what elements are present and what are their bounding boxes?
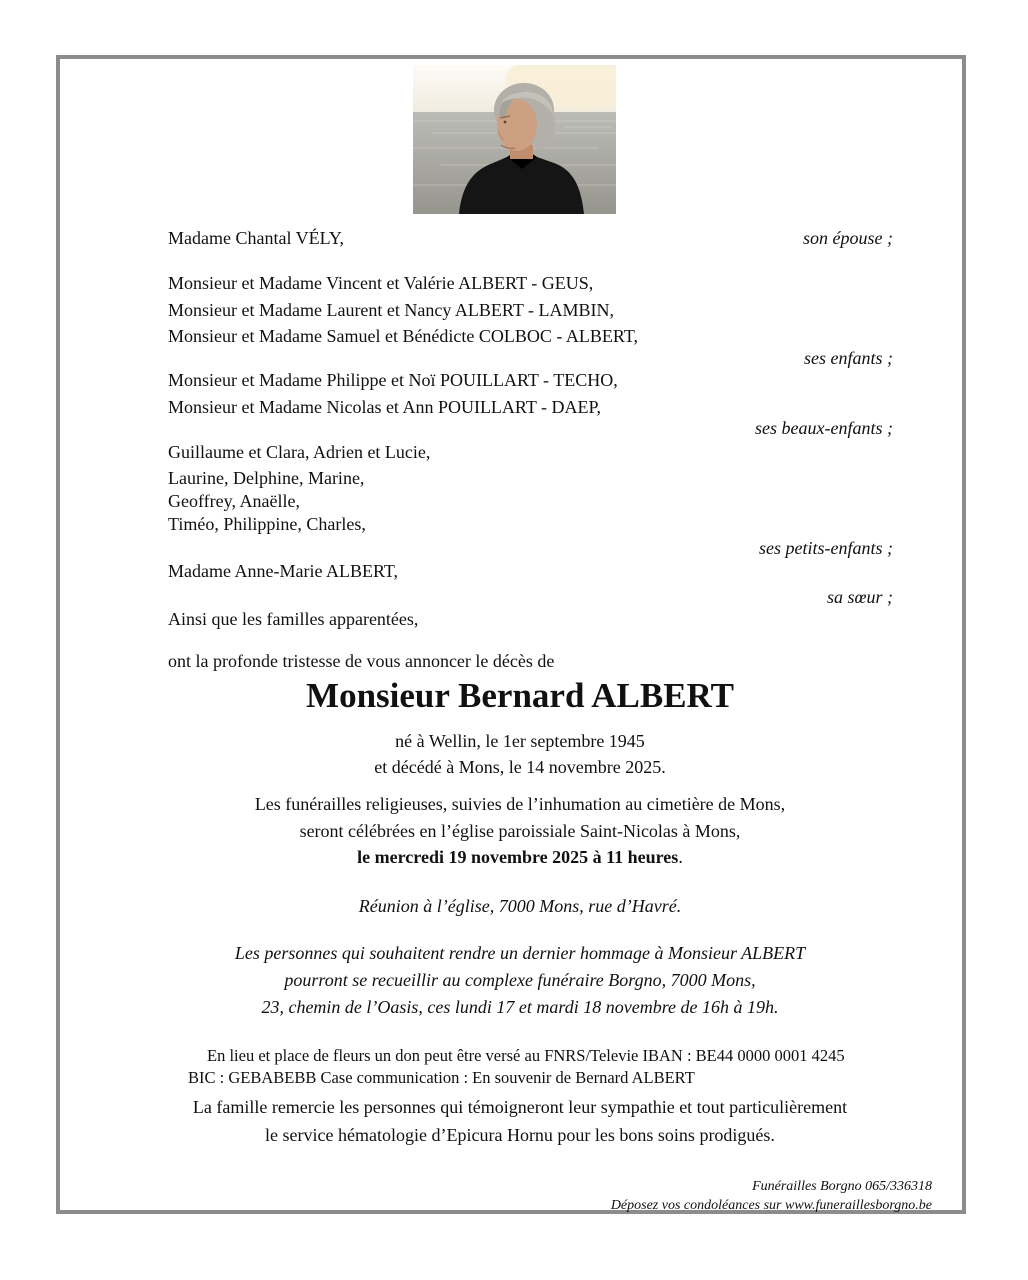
children-label: ses enfants ; (804, 348, 893, 368)
portrait-photo (413, 65, 616, 214)
stepchild-name-2: Monsieur et Madame Nicolas et Ann POUILLART - DAEP, (168, 397, 602, 417)
death-line: et décédé à Mons, le 14 novembre 2025. (374, 757, 666, 777)
ceremony-line-2: seront célébrées en l’église paroissiale Saint-Nicolas à Mons, (299, 821, 741, 841)
donation-line-2: BIC : GEBABEBB Case communication : En souvenir de Bernard ALBERT (188, 1068, 695, 1087)
sister-label: sa sœur ; (826, 587, 893, 607)
stepchildren-label: ses beaux-enfants ; (755, 418, 893, 438)
ceremony-datetime-bold: le mercredi 19 novembre 2025 à 11 heures (357, 847, 679, 867)
condolences-website: Déposez vos condoléances sur www.funeraillesborgno.be (610, 1198, 932, 1213)
grandchildren-line-1: Guillaume et Clara, Adrien et Lucie, (168, 442, 431, 462)
birth-line: né à Wellin, le 1er septembre 1945 (395, 731, 645, 751)
meeting-line: Réunion à l’église, 7000 Mons, rue d’Havré. (358, 896, 682, 916)
grandchildren-line-4: Timéo, Philippine, Charles, (168, 514, 366, 534)
homage-line-3: 23, chemin de l’Oasis, ces lundi 17 et mardi 18 novembre de 16h à 19h. (261, 997, 779, 1017)
ceremony-datetime (12, 846, 1028, 868)
child-name-1: Monsieur et Madame Vincent et Valérie ALBERT - GEUS, (168, 273, 594, 293)
ceremony-datetime-period: . (678, 847, 683, 867)
funeral-home-contact: Funérailles Borgno 065/336318 (752, 1179, 932, 1194)
grandchildren-line-2: Laurine, Delphine, Marine, (168, 468, 365, 488)
stepchild-name-1: Monsieur et Madame Philippe et Noï POUILLART - TECHO, (168, 370, 618, 390)
ceremony-line-1: Les funérailles religieuses, suivies de l’inhumation au cimetière de Mons, (254, 794, 786, 814)
announcement-intro: ont la profonde tristesse de vous annoncer le décès de (168, 651, 555, 671)
grandchildren-label: ses petits-enfants ; (759, 538, 893, 558)
deceased-name-title: Monsieur Bernard ALBERT (306, 676, 734, 715)
families-line: Ainsi que les familles apparentées, (168, 609, 419, 629)
child-name-2: Monsieur et Madame Laurent et Nancy ALBERT - LAMBIN, (168, 300, 614, 320)
thanks-line-1: La famille remercie les personnes qui témoigneront leur sympathie et tout particulièrement (192, 1097, 848, 1117)
thanks-line-2: le service hématologie d’Epicura Hornu pour les bons soins prodigués. (265, 1125, 775, 1145)
donation-line-1: En lieu et place de fleurs un don peut être versé au FNRS/Televie IBAN : BE44 0000 0001 4245 (207, 1046, 845, 1065)
child-name-3: Monsieur et Madame Samuel et Bénédicte COLBOC - ALBERT, (168, 326, 638, 346)
homage-line-2: pourront se recueillir au complexe funéraire Borgno, 7000 Mons, (284, 970, 756, 990)
homage-line-1: Les personnes qui souhaitent rendre un dernier hommage à Monsieur ALBERT (234, 943, 806, 963)
sister-name: Madame Anne-Marie ALBERT, (168, 561, 399, 581)
spouse-name: Madame Chantal VÉLY, (168, 228, 345, 248)
spouse-label: son épouse ; (803, 228, 893, 248)
grandchildren-line-3: Geoffrey, Anaëlle, (168, 491, 300, 511)
